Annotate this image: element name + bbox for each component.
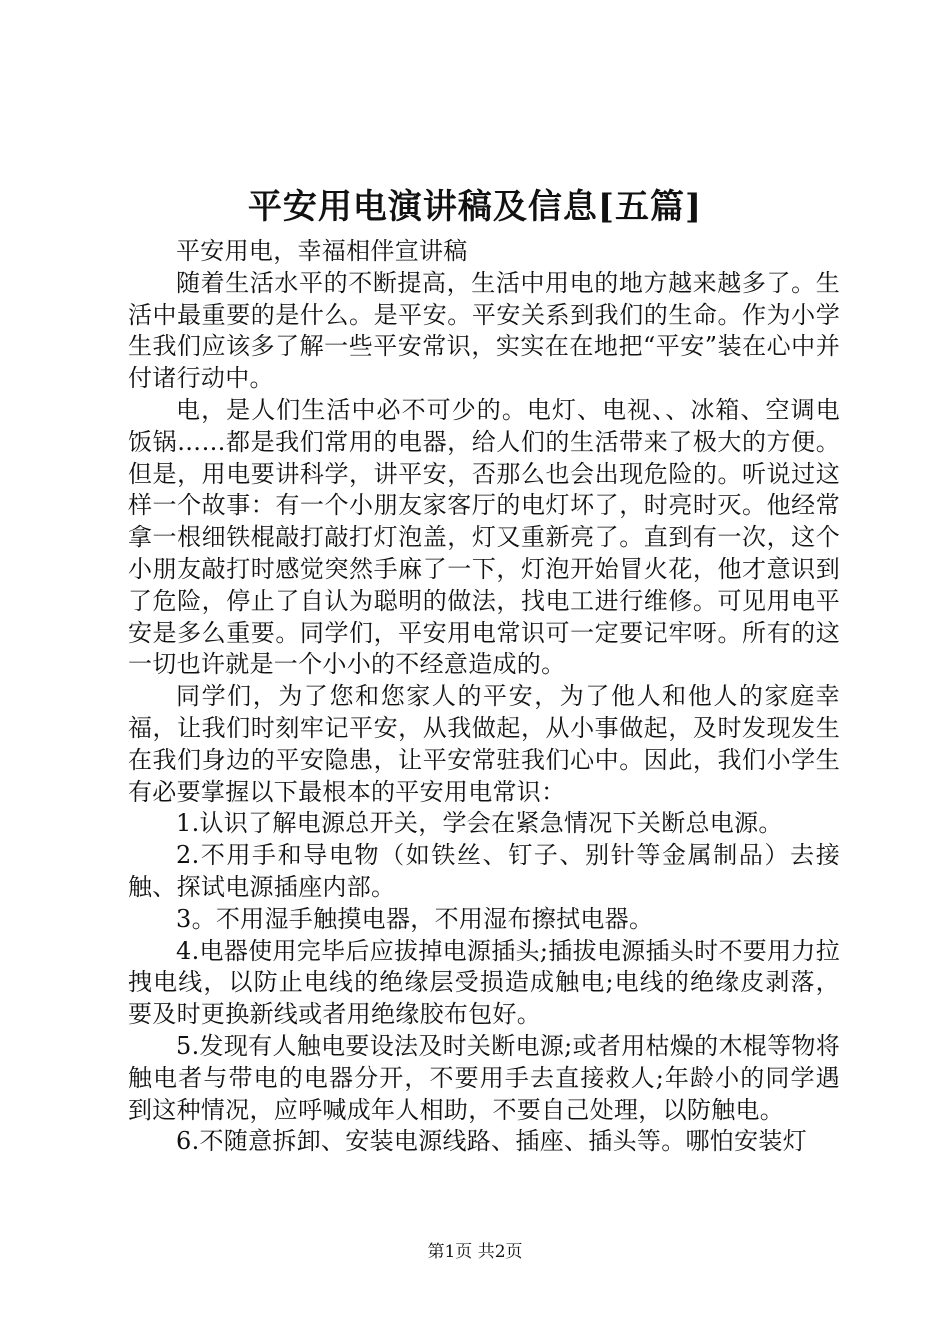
body-paragraph: 随着生活水平的不断提高，生活中用电的地方越来越多了。生活中最重要的是什么。是平安。平安关系到我们的生命。作为小学生我们应该多了解一些平安常识，实实在在地把“平安”装在心中并付诸行动中。 <box>128 268 840 393</box>
list-item: 3。不用湿手触摸电器，不用湿布擦拭电器。 <box>176 904 654 933</box>
body-paragraph: 同学们，为了您和您家人的平安，为了他人和他人的家庭幸福，让我们时刻牢记平安，从我做起，从小事做起，及时发现发生在我们身边的平安隐患，让平安常驻我们心中。因此，我们小学生有必要掌握以下最根本的平安用电常识： <box>128 682 840 806</box>
list-item: 5.发现有人触电要设法及时关断电源;或者用枯燥的木棍等物将触电者与带电的电器分开，不要用手去直接救人;年龄小的同学遇到这种情况，应呼喊成年人相助，不要自己处理，以防触电。 <box>128 1031 840 1124</box>
list-item: 4.电器使用完毕后应拔掉电源插头;插拔电源插头时不要用力拉拽电线，以防止电线的绝缘层受损造成触电;电线的绝缘皮剥落，要及时更换新线或者用绝缘胶布包好。 <box>128 936 840 1029</box>
document-body <box>128 236 840 1158</box>
body-paragraph: 电，是人们生活中必不可少的。电灯、电视、、冰箱、空调电饭锅……都是我们常用的电器，给人们的生活带来了极大的方便。但是，用电要讲科学，讲平安，否那么也会出现危险的。听说过这样一个故事：有一个小朋友家客厅的电灯坏了，时亮时灭。他经常拿一根细铁棍敲打敲打灯泡盖，灯又重新亮了。直到有一次，这个小朋友敲打时感觉突然手麻了一下，灯泡开始冒火花，他才意识到了危险，停止了自认为聪明的做法，找电工进行维修。可见用电平安是多么重要。同学们，平安用电常识可一定要记牢呀。所有的这一切也许就是一个小小的不经意造成的。 <box>128 395 840 679</box>
list-item: 1.认识了解电源总开关，学会在紧急情况下关断总电源。 <box>176 809 783 838</box>
list-item: 6.不随意拆卸、安装电源线路、插座、插头等。哪怕安装灯 <box>176 1127 807 1156</box>
subtitle-paragraph: 平安用电，幸福相伴宣讲稿 <box>176 237 468 265</box>
page-title: 平安用电演讲稿及信息[五篇] <box>247 187 703 227</box>
list-item: 2.不用手和导电物（如铁丝、钉子、别针等金属制品）去接触、探试电源插座内部。 <box>128 841 840 901</box>
page-number-footer: 第1页 共2页 <box>427 1242 523 1262</box>
